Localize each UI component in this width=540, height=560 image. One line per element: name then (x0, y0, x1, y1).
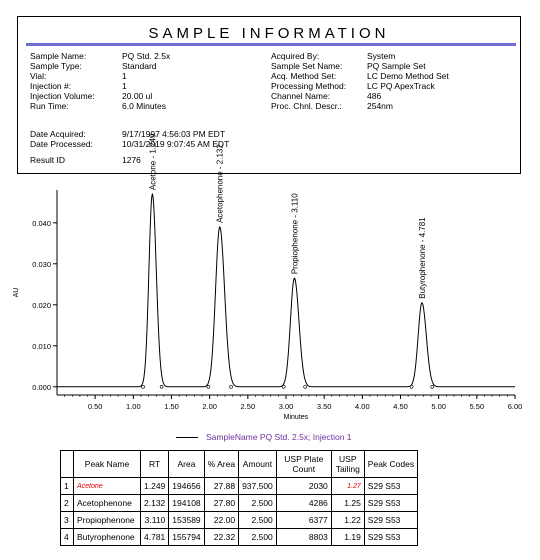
amount-value: 2.500 (239, 529, 277, 546)
field-value: 6.0 Minutes (122, 101, 166, 111)
tailing-value: 1.27 (331, 478, 364, 495)
field-label: Acq. Method Set: (271, 71, 337, 81)
integration-marker (142, 385, 145, 388)
x-tick-label: 3.50 (316, 402, 332, 411)
peak-label: Acetophenone - 2.132 (215, 144, 225, 223)
plate-count-value: 8803 (276, 529, 331, 546)
x-tick-label: 1.50 (164, 402, 179, 411)
peak-label: Propiophenone - 3.110 (290, 193, 300, 275)
integration-marker (282, 385, 285, 388)
col-header-index (61, 451, 74, 478)
amount-value: 2.500 (239, 495, 277, 512)
chromatogram-trace (57, 194, 515, 387)
x-tick-label: 2.50 (240, 402, 256, 411)
field-value: PQ Std. 2.5x (122, 51, 171, 61)
col-header-usp-plate-count: USP Plate Count (276, 451, 331, 478)
field-value: Standard (122, 61, 157, 71)
y-tick-label: 0.030 (32, 259, 51, 269)
peak-name: Acetone (74, 478, 141, 495)
plate-count-value: 2030 (276, 478, 331, 495)
field-value: LC Demo Method Set (367, 71, 449, 81)
area-value: 153589 (169, 512, 204, 529)
row-index: 1 (61, 478, 74, 495)
rt-value: 1.249 (141, 478, 169, 495)
field-label: Sample Name: (30, 51, 87, 61)
field-label: Processing Method: (271, 81, 347, 91)
rt-value: 2.132 (141, 495, 169, 512)
field-label: Sample Set Name: (271, 61, 343, 71)
area-value: 194108 (169, 495, 204, 512)
col-header-peak-name: Peak Name (74, 451, 141, 478)
legend-label: SampleName PQ Std. 2.5x; Injection 1 (206, 432, 352, 442)
y-axis-label: AU (13, 287, 20, 298)
percent-area-value: 27.88 (204, 478, 238, 495)
field-label: Date Processed: (30, 139, 93, 149)
field-value: 10/31/2019 9:07:45 AM EDT (122, 139, 230, 149)
tailing-value: 1.22 (331, 512, 364, 529)
x-tick-label: 1.00 (126, 402, 141, 411)
sample-information-title: SAMPLE INFORMATION (148, 25, 390, 42)
table-row (61, 478, 418, 495)
field-value: PQ Sample Set (367, 61, 426, 71)
x-axis-label: Minutes (283, 414, 309, 421)
col-header-percent-area: % Area (204, 451, 238, 478)
legend-line-swatch (176, 437, 198, 438)
x-tick-label: 0.50 (87, 402, 103, 411)
field-value: 1 (122, 71, 127, 81)
integration-marker (207, 385, 210, 388)
row-index: 4 (61, 529, 74, 546)
tailing-value: 1.19 (331, 529, 364, 546)
field-label: Channel Name: (271, 91, 331, 101)
percent-area-value: 22.00 (204, 512, 238, 529)
peak-codes-value: S29 S53 (364, 529, 417, 546)
integration-marker (431, 385, 434, 388)
peak-results-table (60, 450, 418, 546)
field-value: 1276 (122, 155, 141, 165)
peak-label: Acetone - 1.249 (148, 133, 158, 191)
field-label: Result ID (30, 155, 65, 165)
peak-label: Butyrophenone - 4.781 (417, 217, 427, 299)
row-index: 2 (61, 495, 74, 512)
field-label: Sample Type: (30, 61, 82, 71)
chart-legend (176, 432, 352, 442)
amount-value: 2.500 (239, 512, 277, 529)
field-value: 9/17/1997 4:56:03 PM EDT (122, 129, 226, 139)
rt-value: 3.110 (141, 512, 169, 529)
integration-marker (160, 385, 163, 388)
x-tick-label: 2.00 (202, 402, 217, 411)
y-tick-label: 0.040 (32, 218, 51, 228)
y-tick-label: 0.000 (32, 382, 51, 392)
col-header-usp-tailing: USP Tailing (331, 451, 364, 478)
table-header-row (61, 451, 418, 478)
field-value: 486 (367, 91, 382, 101)
field-value: 1 (122, 81, 127, 91)
x-tick-label: 3.00 (278, 402, 294, 411)
percent-area-value: 22.32 (204, 529, 238, 546)
peak-codes-value: S29 S53 (364, 495, 417, 512)
table-row (61, 529, 418, 546)
field-value: 20.00 ul (122, 91, 153, 101)
integration-marker (230, 385, 233, 388)
field-value: 254nm (367, 101, 393, 111)
peak-name: Butyrophenone (74, 529, 141, 546)
x-tick-label: 4.00 (355, 402, 370, 411)
col-header-peak-codes: Peak Codes (364, 451, 417, 478)
y-tick-label: 0.010 (32, 341, 51, 351)
field-label: Injection #: (30, 81, 72, 91)
peak-codes-value: S29 S53 (364, 478, 417, 495)
amount-value: 937.500 (239, 478, 277, 495)
field-value: LC PQ ApexTrack (367, 81, 435, 91)
field-label: Run Time: (30, 101, 69, 111)
peak-name: Acetophenone (74, 495, 141, 512)
x-tick-label: 5.00 (431, 402, 446, 411)
table-row (61, 495, 418, 512)
title-divider (26, 43, 516, 46)
y-tick-label: 0.020 (32, 300, 51, 310)
area-value: 194656 (169, 478, 204, 495)
sample-information-panel (17, 16, 521, 174)
plate-count-value: 4286 (276, 495, 331, 512)
col-header-rt: RT (141, 451, 169, 478)
field-label: Proc. Chnl. Descr.: (271, 101, 342, 111)
integration-marker (410, 385, 413, 388)
percent-area-value: 27.80 (204, 495, 238, 512)
field-label: Date Acquired: (30, 129, 86, 139)
col-header-area: Area (169, 451, 204, 478)
rt-value: 4.781 (141, 529, 169, 546)
field-value: System (367, 51, 396, 61)
table-row (61, 512, 418, 529)
plate-count-value: 6377 (276, 512, 331, 529)
integration-marker (304, 385, 307, 388)
peak-name: Propiophenone (74, 512, 141, 529)
field-label: Acquired By: (271, 51, 320, 61)
field-label: Injection Volume: (30, 91, 95, 101)
area-value: 155794 (169, 529, 204, 546)
x-tick-label: 5.50 (469, 402, 485, 411)
row-index: 3 (61, 512, 74, 529)
tailing-value: 1.25 (331, 495, 364, 512)
x-tick-label: 6.00 (507, 402, 523, 411)
col-header-amount: Amount (239, 451, 277, 478)
x-tick-label: 4.50 (393, 402, 408, 411)
field-label: Vial: (30, 71, 47, 81)
peak-codes-value: S29 S53 (364, 512, 417, 529)
